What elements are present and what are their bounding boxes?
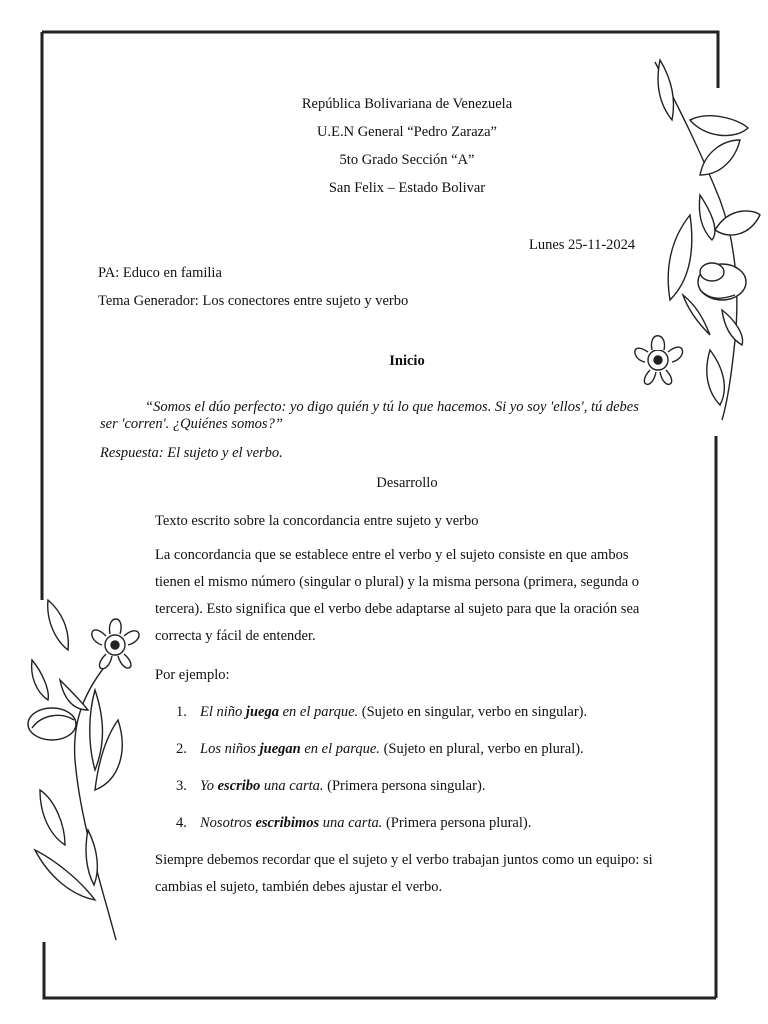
riddle-line-2: ser 'corren'. ¿Quiénes somos?” [100,416,283,432]
example-post: una carta. [319,815,383,831]
desarrollo-subtitle: Texto escrito sobre la concordancia entre sujeto y verbo [155,513,479,529]
example-post: en el parque. [278,704,359,720]
riddle-line-1: “Somos el dúo perfecto: yo digo quién y tú lo que hacemos. Si yo soy 'ellos', tú debes [145,399,639,415]
example-note: (Sujeto en singular, verbo en singular). [358,704,588,720]
example-number: 2. [176,741,187,757]
example-verb: juega [245,704,279,720]
example-item-1 [176,703,587,721]
header-school: U.E.N General “Pedro Zaraza” [317,124,497,140]
example-item-4 [176,814,531,832]
date: Lunes 25-11-2024 [529,237,636,253]
example-intro: Por ejemplo: [155,667,230,683]
closing-paragraph: Siempre debemos recordar que el sujeto y el verbo trabajan juntos como un equipo: si cambias el sujeto, también debes ajustar el verbo. [155,852,653,895]
concordancia-paragraph: La concordancia que se establece entre el verbo y el sujeto consiste en que ambos tienen el mismo número (singular o plural) y la misma persona (primera, segunda o tercera). Esto significa que el verbo debe adaptarse al sujeto para que la oración sea correcta y fácil de entender. [155,547,640,644]
desarrollo-title: Desarrollo [376,475,438,491]
header-country: República Bolivariana de Venezuela [301,96,513,112]
example-number: 4. [176,815,187,831]
example-pre: Los niños [200,741,260,757]
example-verb: escribo [217,778,261,794]
example-verb: juegan [259,741,301,757]
example-note: (Sujeto en plural, verbo en plural). [379,741,584,757]
header-location: San Felix – Estado Bolivar [328,180,486,196]
header-grade: 5to Grado Sección “A” [339,152,475,168]
example-note: (Primera persona singular). [323,778,486,794]
tema-generador: Tema Generador: Los conectores entre sujeto y verbo [98,293,409,309]
example-post: una carta. [260,778,324,794]
example-number: 1. [176,704,187,720]
example-post: en el parque. [300,741,380,757]
riddle-answer: Respuesta: El sujeto y el verbo. [100,445,283,461]
example-item-3 [176,777,485,795]
example-note: (Primera persona plural). [382,815,532,831]
example-item-2 [176,740,584,758]
example-number: 3. [176,778,187,794]
example-pre: Yo [200,778,218,794]
example-verb: escribimos [255,815,320,831]
inicio-title: Inicio [389,353,425,369]
example-pre: El niño [200,704,246,720]
example-pre: Nosotros [200,815,256,831]
pa-label: PA: Educo en familia [98,265,222,281]
